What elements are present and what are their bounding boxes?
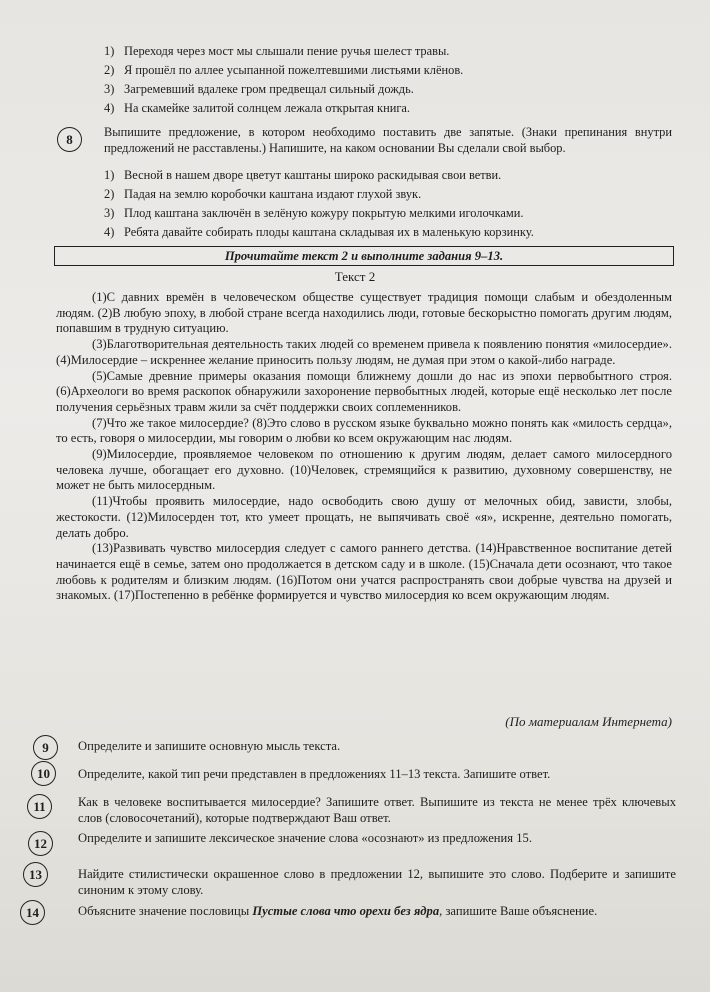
text-paragraph: (7)Что же такое милосердие? (8)Это слово в русском языке буквально можно понять как «милость сердца», то есть, говоря о милосердии, мы говорим о любви ко всем окружающим нас людям. (56, 415, 672, 446)
task-number-badge: 9 (33, 735, 58, 760)
task7-option: 3) Загремевший вдалеке гром предвещал сильный дождь. (104, 82, 414, 96)
task-number-badge: 10 (31, 761, 56, 786)
task8-option: 2) Падая на землю коробочки каштана издают глухой звук. (104, 187, 422, 201)
text-paragraph: (5)Самые древние примеры оказания помощи ближнему дошли до нас из эпохи первобытного строя. (6)Археологи во время раскопок обнаружили захоронение первобытных людей, которые ещё несколько лет после получения серьёзных травм жили за счёт поддержки своих соплеменников. (56, 368, 672, 414)
text-paragraph: (13)Развивать чувство милосердия следует с самого раннего детства. (14)Нравственное воспитание детей начинается ещё в семье, затем оно продолжается в детском саду и в школе. (15)Сначала дети осознают, что такое любовь к родителям и близким людям. (16)Потом они учатся распространять свои добрые чувства на друзей и знакомых. (17)Постепенно в ребёнке формируется и чувство милосердия ко всем окружающим людям. (56, 541, 672, 603)
text-paragraph: (1)С давних времён в человеческом обществе существует традиция помощи слабым и обездоленным людям. (2)В любую эпоху, в любой стране всегда находились люди, готовые бескорыстно помогать другим людям, попавшим в трудную ситуацию. (56, 290, 672, 336)
proverb: Пустые слова что орехи без ядра (252, 904, 440, 918)
task-number-badge: 14 (20, 900, 45, 925)
task7-options (104, 42, 680, 118)
task8-option: 4) Ребята давайте собирать плоды каштана складывая их в маленькую корзинку. (104, 225, 534, 239)
text-source: (По материалам Интернета) (505, 714, 672, 729)
task7-option: 1) Переходя через мост мы слышали пение ручья шелест травы. (104, 44, 450, 58)
text-paragraph: (9)Милосердие, проявляемое человеком по отношению к другим людям, делает самого милосердного человека лучше, обогащает его духовно. (10)Человек, стремящийся к развитию, духовному совершенству, не может не быть милосердным. (56, 447, 672, 493)
task8-instruction: Выпишите предложение, в котором необходимо поставить две запятые. (Знаки препинания внутри предложений не расставлены.) Напишите, на каком основании Вы сделали свой выбор. (104, 125, 672, 155)
task8-option: 1) Весной в нашем дворе цветут каштаны широко раскидывая свои ветви. (104, 168, 502, 182)
question-9: Определите и запишите основную мысль текста. (78, 739, 341, 753)
question-11: Как в человеке воспитывается милосердие? Запишите ответ. Выпишите из текста не менее трёх ключевых слов (словосочетаний), которые подтверждают Ваш ответ. (78, 795, 676, 825)
question-13: Найдите стилистически окрашенное слово в предложении 12, выпишите это слово. Подберите и запишите синоним к этому слову. (78, 867, 676, 897)
text-title: Текст 2 (334, 269, 376, 284)
question-14: Объясните значение пословицы Пустые слова что орехи без ядра, запишите Ваше объяснение. (78, 904, 598, 918)
reading-text (56, 290, 672, 604)
question-10: Определите, какой тип речи представлен в предложениях 11–13 текста. Запишите ответ. (78, 767, 551, 781)
task8-option: 3) Плод каштана заключён в зелёную кожуру покрытую мелкими иголочками. (104, 206, 524, 220)
task-number-badge: 8 (57, 127, 82, 152)
task7-option: 2) Я прошёл по аллее усыпанной пожелтевшими листьями клёнов. (104, 63, 464, 77)
task-number-badge: 11 (27, 794, 52, 819)
task-number-badge: 13 (23, 862, 48, 887)
task7-option: 4) На скамейке залитой солнцем лежала открытая книга. (104, 101, 411, 115)
text-paragraph: (3)Благотворительная деятельность таких людей со временем привела к появлению понятия «милосердие». (4)Милосердие – искреннее желание приносить пользу людям, не думая при этом о какой-либо награде. (56, 337, 672, 367)
task8-options (104, 166, 680, 242)
text-paragraph: (11)Чтобы проявить милосердие, надо освободить свою душу от мелочных обид, зависти, злобы, жестокости. (12)Милосерден тот, кто умеет прощать, не выпячивать своё «я», искренне, деятельно помогать, делать добро. (56, 494, 672, 540)
question-12: Определите и запишите лексическое значение слова «осознают» из предложения 15. (78, 831, 532, 845)
task-number-badge: 12 (28, 831, 53, 856)
reading-instruction-banner: Прочитайте текст 2 и выполните задания 9–13. (54, 246, 674, 266)
